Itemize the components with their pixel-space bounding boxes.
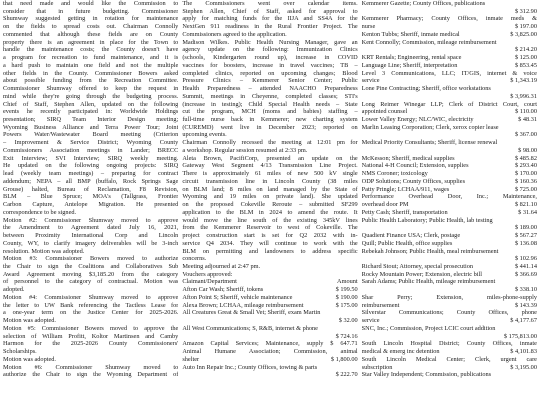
text-line: consider that in future budgeting. Commissioner — [3, 7, 179, 15]
text-line: Chief of Staff, Stephen Allen, updated on the following — [3, 100, 179, 108]
text-line: correspondence to be signed. — [3, 208, 77, 216]
voucher-amount: $ 98.00 — [518, 146, 537, 154]
text-line: completed clinics, reported on upcoming changes; Blood — [182, 69, 358, 77]
text-line: Motion #6: Commissioner Shumway moved to — [3, 363, 179, 371]
voucher-row — [362, 232, 537, 240]
voucher-amount: $ 32.00 — [338, 317, 358, 325]
voucher-row — [182, 371, 357, 379]
voucher-claimant: Afton Car Wash; Sheriff, tokens — [182, 286, 264, 294]
text-line: that need made and would like the Commission to — [3, 0, 179, 7]
voucher-amount: $ 197.00 — [514, 23, 537, 31]
voucher-amount: $ 366.69 — [514, 270, 537, 278]
voucher-row — [362, 209, 537, 217]
text-line: authorize the Chair to sign the Wyoming Department of — [3, 371, 179, 379]
voucher-amount: $ 1,800.00 — [330, 355, 358, 363]
text-line: application to the BLM in 2024 to amend the route. It — [182, 208, 358, 216]
text-line: Shumway suggested getting in rotation for maintenance — [3, 15, 179, 23]
voucher-claimant: Kenton Tubbs; Sheriff, inmate medical — [361, 30, 460, 38]
voucher-row — [362, 186, 537, 194]
text-line: circuit transmission line in Lincoln County (38 miles — [182, 177, 358, 185]
voucher-row — [362, 77, 537, 85]
text-line: Kemmerer Gazette; County Offices, publications — [361, 0, 486, 7]
text-line: Motion #3: Commissioner Bowers moved to authorize — [3, 255, 179, 263]
voucher-amount: $ 367.00 — [514, 131, 537, 139]
text-line: Shar Perry; Extension, miles-phone-supply — [361, 293, 537, 301]
text-line: Commissioners Association meetings in Lander; BRECC — [3, 146, 179, 154]
text-line: Chairman Connolly recessed the meeting at 12:01 pm for — [182, 139, 358, 147]
voucher-row — [362, 201, 537, 209]
text-line: property there is an agreement in place for the Town to — [3, 38, 179, 46]
text-line: a one-year term on the Justice Center for 2025-2026. — [3, 309, 179, 317]
voucher-row — [362, 131, 537, 139]
voucher-claimant: Afton Point S; Sheriff, vehicle maintenance — [182, 293, 293, 301]
voucher-claimant: ODP Solutions; County Offices, supplies — [361, 177, 466, 185]
voucher-claimant: shelter — [182, 355, 200, 363]
text-line: upcoming events. — [182, 131, 227, 139]
voucher-claimant: Language Line; Sheriff, interpretation — [361, 61, 458, 69]
voucher-row — [362, 54, 537, 62]
voucher-row — [362, 23, 537, 31]
text-line: Medical Priority Consultants; Sheriff, license renewal — [361, 139, 498, 147]
text-line: (increase in testing); Child Special Health needs – State — [182, 100, 358, 108]
text-line: (schools, Kindergarten round up), increase in COVID — [182, 54, 358, 62]
text-line: Rebekah Johnson; Public Health, meal reimbursement — [361, 247, 499, 255]
voucher-claimant: appointed counsel — [361, 108, 408, 116]
text-line: Wyoming Business Alliance and Terra Power Tour; Joint — [3, 123, 179, 131]
voucher-amount: $ 4,101.83 — [510, 348, 537, 356]
text-line: events he recently participated in: Worldwide Holdings — [3, 108, 179, 116]
voucher-amount: $ 338.10 — [514, 286, 537, 294]
text-line: on BLM land; 8 miles on land managed by the State of — [182, 185, 358, 193]
voucher-amount: $ 110.00 — [515, 108, 537, 116]
voucher-amount: $ 567.27 — [514, 232, 537, 240]
voucher-row — [362, 116, 537, 124]
text-line: All West Communications; S, R&B, internet & phone — [182, 324, 318, 332]
text-line: a program for recreation to fund maintenance, and it is — [3, 54, 179, 62]
text-line: on the proposed Cokeville Reroute – submitted SF299 — [182, 201, 358, 209]
text-line: project construction start is set for Q2 2032 with in- — [182, 232, 358, 240]
text-line: cut the program, MCH (moms and babies) staffing – — [182, 108, 358, 116]
voucher-row — [182, 356, 357, 364]
text-line: resolution. Motion was adopted. — [3, 247, 85, 255]
text-line: South Lincoln Medical Center; Clerk, urgent care — [361, 355, 537, 363]
text-line: Aleta Brown, PacifiCorp, presented an update on the — [182, 154, 358, 162]
voucher-amount: $ 160.36 — [514, 177, 537, 185]
text-line: full-time nurse back in Kemmerer; new charting system — [182, 116, 358, 124]
column-3 — [362, 0, 537, 400]
column-2 — [182, 0, 357, 400]
voucher-claimant: Richard Stout; Attorney, special prosecution — [361, 262, 473, 270]
text-line: Long Reimer Winegar LLP; Clerk of District Court, court — [361, 100, 537, 108]
voucher-claimant: Quill; Public Health, office supplies — [361, 239, 453, 247]
voucher-amount: $ 853.45 — [514, 61, 537, 69]
voucher-claimant: Patty Pringle; LCHAA/911, wages — [361, 185, 450, 193]
voucher-claimant: service — [361, 317, 380, 325]
voucher-amount: $ 48.31 — [518, 116, 537, 124]
text-line: a workshop. Regular session resumed at 2:33 pm. — [182, 146, 308, 154]
text-line: agency update on the following: Immunization Clinics — [182, 46, 358, 54]
voucher-row — [362, 46, 537, 54]
voucher-claimant: Claimant/Department — [182, 278, 237, 286]
text-line: addendum; NEPA – all BMP (buffalo, Rock Springs Sage — [3, 177, 179, 185]
text-line: lead (weekly team meetings) – preparing for contract — [3, 170, 179, 178]
voucher-amount: $ 222.70 — [335, 371, 358, 379]
text-line: Commissioner Shumway offered to keep the request in — [3, 85, 179, 93]
text-line: mind while they're going through the budgeting process. — [3, 92, 179, 100]
text-line: Marlin Leasing Corporation; Clerk, xerox copier lease — [361, 123, 499, 131]
voucher-claimant: medical & emerg inc detention — [361, 348, 440, 356]
text-line: Motion was adopted. — [3, 317, 56, 325]
voucher-row — [362, 93, 537, 101]
voucher-row — [362, 155, 537, 163]
text-line: Level 3 Communications, LLC; IT/GIS, internet & voice — [361, 69, 537, 77]
voucher-claimant: service — [361, 77, 380, 85]
text-line: – Improvement & Service District; Wyoming County — [3, 139, 179, 147]
voucher-amount: $ 3,996.31 — [510, 92, 537, 100]
voucher-amount: $ 293.40 — [514, 162, 537, 170]
text-line: The Commissioners went over calendar items. — [182, 0, 358, 7]
text-line: the letter to UW Bank referencing the Tactless Lease for — [3, 301, 179, 309]
voucher-claimant: subscription — [361, 363, 393, 371]
voucher-row — [362, 302, 537, 310]
text-line: presentation; SIRQ Team Interior Design meeting; — [3, 116, 179, 124]
voucher-amount: $ 175.00 — [335, 301, 358, 309]
text-line: He updated on the following ongoing projects: SIRQ — [3, 162, 179, 170]
voucher-row — [362, 170, 537, 178]
text-line: adopted. — [3, 286, 25, 294]
voucher-row — [182, 278, 357, 286]
voucher-claimant: NMS Coroner; toxicology — [361, 170, 428, 178]
text-line: Harmon for the 2025-2026 County Commissioners' — [3, 340, 179, 348]
text-line: concerns. — [182, 255, 207, 263]
voucher-amount: $ 170.00 — [514, 170, 537, 178]
text-line: Lone Pine Contracting; Sheriff, office workstations — [361, 85, 491, 93]
text-line: County, WY, to clarify imagery deliverables will be 3-inch — [3, 239, 179, 247]
voucher-row — [362, 255, 537, 263]
voucher-claimant: Rocky Mountain Power; Extension, electric bill — [361, 270, 482, 278]
text-line: All Creatures Great & Small Vet; Sheriff, exam Martin — [182, 309, 321, 317]
text-line: Silverstar Communications; County Offices, phone — [361, 309, 537, 317]
text-line: Amazon Capital Services; Maintenance, supply $ 647.71 — [182, 340, 358, 348]
voucher-row — [182, 333, 357, 341]
voucher-row — [362, 348, 537, 356]
text-line: NextGen 911 readiness in the Rural Frontier Project. The — [182, 23, 358, 31]
text-line: of personnel to the category of contractual. Motion was — [3, 278, 179, 286]
voucher-row — [362, 286, 537, 294]
text-line: Stephen Allen, Chief of Staff, asked for approval to — [182, 7, 358, 15]
voucher-amount: $ 4,177.67 — [510, 317, 537, 325]
text-line: Health Preparedness – attended NAACHO Preparedness — [182, 85, 358, 93]
text-line: commented that although these fields are on County — [3, 30, 179, 38]
text-line: Auto Inn Repair Inc.; County Offices, towing & parts — [182, 363, 318, 371]
voucher-amount: $ 199.50 — [335, 286, 358, 294]
text-line: the Chair to sign the Coalitions and Collaboratives Sub — [3, 262, 179, 270]
text-line: Scholarships. — [3, 348, 37, 356]
voucher-row — [362, 271, 537, 279]
text-line: Kent Connolly; Commission, mileage reimbursement — [361, 38, 497, 46]
text-line: handle the maintenance costs; the County doesn't have — [3, 46, 179, 54]
text-line: from the Kemmerer Reservoir to west of Cokeville. The — [182, 224, 358, 232]
text-line: There is approximately 61 miles of new 500 kV single — [182, 170, 358, 178]
text-line: Motion #4: Commissioner Shumway moved to approve — [3, 293, 179, 301]
voucher-claimant: Quadient Finance USA; Clerk, postage — [361, 232, 461, 240]
text-line: Powers Water/Wastewater Board meeting (Criterion — [3, 131, 179, 139]
text-line: selection of William Profitt, Koltor Martinsen and Camby — [3, 332, 179, 340]
voucher-row — [182, 294, 357, 302]
voucher-row — [362, 108, 537, 116]
text-line: Summit, meetings in Cheyenne, completed classes; STI's — [182, 92, 358, 100]
voucher-amount: $ 102.96 — [514, 255, 537, 263]
text-line: Sarah Adams; Public Health, mileage reimbursement — [361, 278, 496, 286]
text-line: South Lincoln Hospital District; County Offices, inmate — [361, 340, 537, 348]
voucher-amount: $ 31.64 — [518, 208, 537, 216]
voucher-amount: $ 1,343.19 — [510, 77, 537, 85]
text-line: Kemmerer Pharmacy; County Offices, inmate meds & — [361, 15, 537, 23]
text-line: apply for matching funds for the IIJA and SS4A for the — [182, 15, 358, 23]
text-line: service Q4 2034. They will continue to work with the — [182, 239, 358, 247]
voucher-row — [362, 178, 537, 186]
voucher-amount: $ 3,195.00 — [510, 363, 537, 371]
text-line: a hard push to maintain one field and not the multiple — [3, 61, 179, 69]
text-line: Animal Humane Association; Commission, animal — [182, 348, 358, 356]
text-line: BLM – Blue Spruce; MOA's (Tallgrass, Frontier — [3, 193, 179, 201]
text-line: Exit Interview; SVI Interview; SIRQ weekly meeting. — [3, 154, 179, 162]
voucher-amount: $ 441.14 — [514, 262, 537, 270]
column-1 — [3, 0, 178, 400]
voucher-claimant: Petty Cash; Sheriff, transportation — [361, 208, 448, 216]
voucher-row — [362, 62, 537, 70]
text-line: SNC, Inc.; Commission, Project LCIC court addition — [361, 324, 496, 332]
voucher-amount: $ 214.20 — [514, 46, 537, 54]
text-line: vaccines for boosters, increase in travel vaccines; TB – — [182, 61, 358, 69]
voucher-row — [362, 31, 537, 39]
voucher-amount: $ 175,813.00 — [503, 332, 537, 340]
voucher-amount: $ 136.08 — [514, 239, 537, 247]
text-line: Vouchers approved: — [182, 270, 233, 278]
voucher-row — [182, 302, 357, 310]
voucher-claimant: nurse — [361, 23, 376, 31]
text-line: Public Health Laboratory; Public Health, lab testing — [361, 216, 493, 224]
text-line: about possible funding from the Recreation Committee. — [3, 77, 179, 85]
voucher-amount: $ 485.82 — [514, 154, 537, 162]
voucher-amount: $ 821.10 — [514, 201, 537, 209]
voucher-row — [362, 333, 537, 341]
voucher-amount: $ 725.00 — [514, 185, 537, 193]
voucher-row — [362, 263, 537, 271]
voucher-amount: $ 125.00 — [514, 54, 537, 62]
text-line: other fields in the County. Commissioner Bowers asked — [3, 69, 179, 77]
voucher-row — [182, 317, 357, 325]
voucher-row — [362, 364, 537, 372]
text-line: BLM on permitting and landowners to address specific — [182, 247, 358, 255]
voucher-amount: Amount — [337, 278, 358, 286]
voucher-row — [362, 147, 537, 155]
voucher-claimant: reimbursement — [361, 301, 400, 309]
text-line: Madison Wilkes. Public Health Nursing Manager, gave an — [182, 38, 358, 46]
voucher-amount: $ 190.00 — [335, 293, 358, 301]
text-line: Motion was adopted. — [3, 355, 56, 363]
text-line: Grouse) halted, Bureau of Reclamation, F8 Revision, — [3, 185, 179, 193]
text-line: Commissioners agreed to the application. — [182, 30, 287, 38]
voucher-amount: $ 143.39 — [514, 301, 537, 309]
voucher-claimant: Lower Valley Energy; NLC/WIC, electricity — [361, 116, 474, 124]
voucher-row — [362, 240, 537, 248]
voucher-row — [362, 224, 537, 232]
text-line: Meeting adjourned at 2:47 pm. — [182, 262, 261, 270]
voucher-amount: $ 189.00 — [514, 224, 537, 232]
text-line: Award Agreement moving $3,185.20 from the category — [3, 270, 179, 278]
text-line: Wyoming and 19 miles on private land). She updated — [182, 193, 358, 201]
voucher-claimant: Alexa Brown; LCHAA, mileage reimbursement — [182, 301, 304, 309]
voucher-row — [362, 317, 537, 325]
voucher-row — [182, 286, 357, 294]
text-line: Motion #5: Commissioner Bowers moved to approve the — [3, 324, 179, 332]
voucher-claimant: National 4-H Council; Extension, supplies — [361, 162, 469, 170]
voucher-amount: $ 3,825.00 — [510, 30, 537, 38]
text-line: between Proximity International Corp and Lincoln — [3, 232, 179, 240]
text-line: on the fields to spread costs out. Chairman Connolly — [3, 23, 179, 31]
voucher-amount: $ 312.90 — [514, 7, 537, 15]
text-line: would move the line south of the existing 345kV lines — [182, 216, 358, 224]
voucher-claimant: overhead door PM — [361, 201, 409, 209]
text-line: the Amendment to Agreement dated July 16, 2021, — [3, 224, 179, 232]
text-line: Star Valley Independent; Commission, publications — [361, 371, 492, 379]
text-line: (CUREMD) went live in December 2023; reported on — [182, 123, 358, 131]
voucher-row — [362, 162, 537, 170]
text-line: Pressure Clinics – Kemmerer Senior Center; Public — [182, 77, 358, 85]
voucher-claimant: KRT Rentals; Engineering, rental space — [361, 54, 462, 62]
text-line: Motion #2: Commissioner Shumway moved to approve — [3, 216, 179, 224]
voucher-claimant: McKesson; Sheriff, medical supplies — [361, 154, 455, 162]
text-line: Gateway West Segment 4/13 Transmission Line Project. — [182, 162, 358, 170]
text-line: Carbon Capture, Antelope Migration. He presented — [3, 201, 179, 209]
voucher-amount: $ 724.16 — [335, 332, 358, 340]
text-line: Performance Overhead Door, Inc.; Maintenance, — [361, 193, 537, 201]
voucher-row — [362, 8, 537, 16]
